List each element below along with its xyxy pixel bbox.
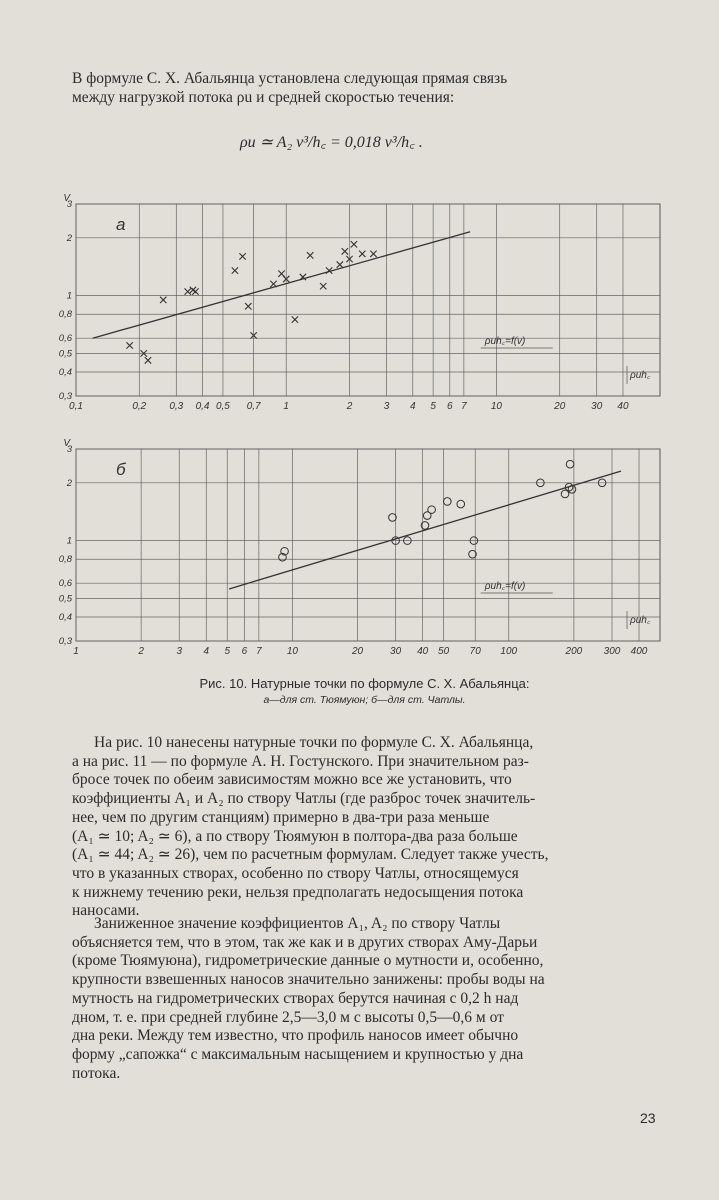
x-tick-label: 4 xyxy=(203,646,210,657)
data-point xyxy=(192,288,198,294)
y-tick-label: 0,4 xyxy=(58,367,72,379)
trend-line xyxy=(229,471,621,589)
text-line: бросе точек по обеим зависимостям можно все же установить, что xyxy=(72,771,512,789)
x-tick-label: 0,4 xyxy=(195,401,210,412)
x-tick-label: 1 xyxy=(73,646,79,657)
x-tick-label: 2 xyxy=(346,401,353,412)
formula: ρu ≃ A₂ v³/h꜀ = 0,018 v³/h꜀ . xyxy=(240,134,423,151)
x-tick-label: 7 xyxy=(256,646,262,657)
text-line: что в указанных створах, особенно по створу Чатлы, относящемуся xyxy=(72,864,519,882)
x-axis-label: ρuh꜀ xyxy=(630,615,651,626)
panel-label: а xyxy=(116,215,126,234)
data-point xyxy=(239,253,245,259)
intro-line: В формуле С. Х. Абальянца установлена следующая прямая связь xyxy=(72,70,508,87)
y-tick-label: 0,6 xyxy=(58,578,72,590)
text-line: На рис. 10 нанесены натурные точки по формуле С. Х. Абальянца, xyxy=(94,734,534,751)
y-tick-label: 0,6 xyxy=(58,333,72,345)
y-tick-label: 3 xyxy=(66,199,72,210)
panel-label: б xyxy=(116,460,126,479)
data-point xyxy=(307,252,313,258)
function-annotation: ρuh꜀=f(v) xyxy=(484,581,526,592)
text-line: (A₁ ≃ 10; A₂ ≃ 6), а по створу Тюямуюн в полтора-два раза больше xyxy=(72,827,518,845)
x-tick-label: 100 xyxy=(500,646,518,657)
x-tick-label: 4 xyxy=(409,401,416,412)
x-tick-label: 20 xyxy=(351,646,364,657)
y-tick-label: 1 xyxy=(66,535,72,547)
chart-b xyxy=(52,433,667,665)
data-point xyxy=(428,506,436,514)
intro-line: между нагрузкой потока ρu и средней скоростью течения: xyxy=(72,88,455,106)
text-line: дном, т. е. при средней глубине 2,5—3,0 м с высоты 0,5—0,6 м от xyxy=(72,1008,504,1026)
intro-paragraph xyxy=(72,70,662,107)
paragraph-1 xyxy=(72,734,662,921)
y-tick-label: 0,5 xyxy=(58,348,72,360)
x-tick-label: 3 xyxy=(383,401,390,412)
text-line: мутность на гидрометрических створах берутся начиная с 0,2 h над xyxy=(72,989,519,1007)
x-tick-label: 6 xyxy=(241,646,248,657)
x-tick-label: 1 xyxy=(283,401,289,412)
data-point xyxy=(351,241,357,247)
x-tick-label: 40 xyxy=(417,646,429,657)
x-tick-label: 0,2 xyxy=(132,401,147,412)
plot-frame xyxy=(76,449,660,641)
x-tick-label: 6 xyxy=(447,401,453,412)
y-tick-label: 0,8 xyxy=(58,554,72,566)
text-line: коэффициенты A₁ и A₂ по створу Чатлы (где разброс точек значитель- xyxy=(72,790,536,808)
x-tick-label: 400 xyxy=(630,646,648,657)
x-tick-label: 200 xyxy=(565,646,583,657)
y-axis-label: V xyxy=(63,193,70,204)
data-point xyxy=(185,288,191,294)
data-point xyxy=(561,490,569,498)
x-tick-label: 0,7 xyxy=(246,401,261,412)
page-number: 23 xyxy=(640,1110,656,1126)
text-line: к нижнему течению реки, нельзя предполагать недосыщения потока xyxy=(72,883,524,901)
text-line: нее, чем по другим станциям) примерно в два-три раза меньше xyxy=(72,808,490,826)
y-tick-label: 0,5 xyxy=(58,593,72,605)
y-tick-label: 1 xyxy=(66,290,72,302)
figure-subcaption: а—для ст. Тюямуюн; б—для ст. Чатлы. xyxy=(263,694,466,706)
figure-caption: Рис. 10. Натурные точки по формуле С. Х. Абальянца: xyxy=(199,676,530,691)
data-point xyxy=(270,281,276,287)
data-point xyxy=(359,251,365,257)
text-line: (кроме Тюямуюна), гидрометрические данные о мутности и, особенно, xyxy=(72,952,544,970)
x-tick-label: 7 xyxy=(461,401,467,412)
data-point xyxy=(126,342,132,348)
text-line: а на рис. 11 — по формуле А. Н. Гостунского. При значительном раз- xyxy=(72,752,529,770)
x-tick-label: 3 xyxy=(176,646,183,657)
y-tick-label: 2 xyxy=(66,477,72,489)
y-tick-label: 2 xyxy=(66,232,72,244)
x-tick-label: 300 xyxy=(603,646,621,657)
data-point xyxy=(292,316,298,322)
x-tick-label: 5 xyxy=(430,401,436,412)
x-tick-label: 70 xyxy=(469,646,481,657)
data-point xyxy=(145,357,151,363)
y-tick-label: 0,8 xyxy=(58,309,72,321)
paragraph-2 xyxy=(72,915,662,1083)
data-point xyxy=(342,248,348,254)
x-tick-label: 50 xyxy=(438,646,450,657)
data-point xyxy=(232,267,238,273)
chart-a xyxy=(52,188,667,420)
text-line: потока. xyxy=(72,1064,121,1082)
data-point xyxy=(337,261,343,267)
trend-line xyxy=(93,232,471,338)
y-tick-label: 0,3 xyxy=(58,636,72,647)
y-tick-label: 0,4 xyxy=(58,612,72,624)
data-point xyxy=(566,460,574,468)
x-tick-label: 10 xyxy=(490,401,502,412)
text-line: (A₁ ≃ 44; A₂ ≃ 26), чем по расчетным формулам. Следует также учесть, xyxy=(72,846,549,864)
x-tick-label: 0,5 xyxy=(215,401,230,412)
data-point xyxy=(160,297,166,303)
y-axis-label: V xyxy=(63,438,70,449)
data-point xyxy=(444,498,452,506)
x-tick-label: 20 xyxy=(554,401,566,412)
x-tick-label: 30 xyxy=(390,646,402,657)
text-line: дна реки. Между тем известно, что профиль наносов имеет обычно xyxy=(72,1027,519,1045)
x-tick-label: 0,3 xyxy=(169,401,184,412)
x-tick-label: 30 xyxy=(591,401,603,412)
x-tick-label: 2 xyxy=(138,646,144,657)
function-annotation: ρuh꜀=f(v) xyxy=(484,336,526,347)
x-tick-label: 0,1 xyxy=(69,401,83,412)
text-line: наносами. xyxy=(72,902,140,920)
x-tick-label: 10 xyxy=(286,646,298,657)
text-line: форму „сапожка“ с максимальным насыщением и крупностью у дна xyxy=(72,1045,524,1063)
data-point xyxy=(389,514,397,522)
text-line: крупности взвешенных наносов значительно занижены: пробы воды на xyxy=(72,971,545,989)
text-line: объясняется тем, что в этом, так же как и в других створах Аму-Дарьи xyxy=(72,933,538,951)
data-point xyxy=(320,283,326,289)
data-point xyxy=(457,500,465,508)
y-tick-label: 0,3 xyxy=(58,391,72,402)
data-point xyxy=(370,251,376,257)
x-tick-label: 40 xyxy=(617,401,629,412)
y-tick-label: 3 xyxy=(66,444,72,455)
text-line: Заниженное значение коэффициентов A₁, A₂ по створу Чатлы xyxy=(94,915,501,932)
x-tick-label: 5 xyxy=(224,646,231,657)
x-axis-label: ρuh꜀ xyxy=(630,370,651,381)
data-point xyxy=(245,303,251,309)
